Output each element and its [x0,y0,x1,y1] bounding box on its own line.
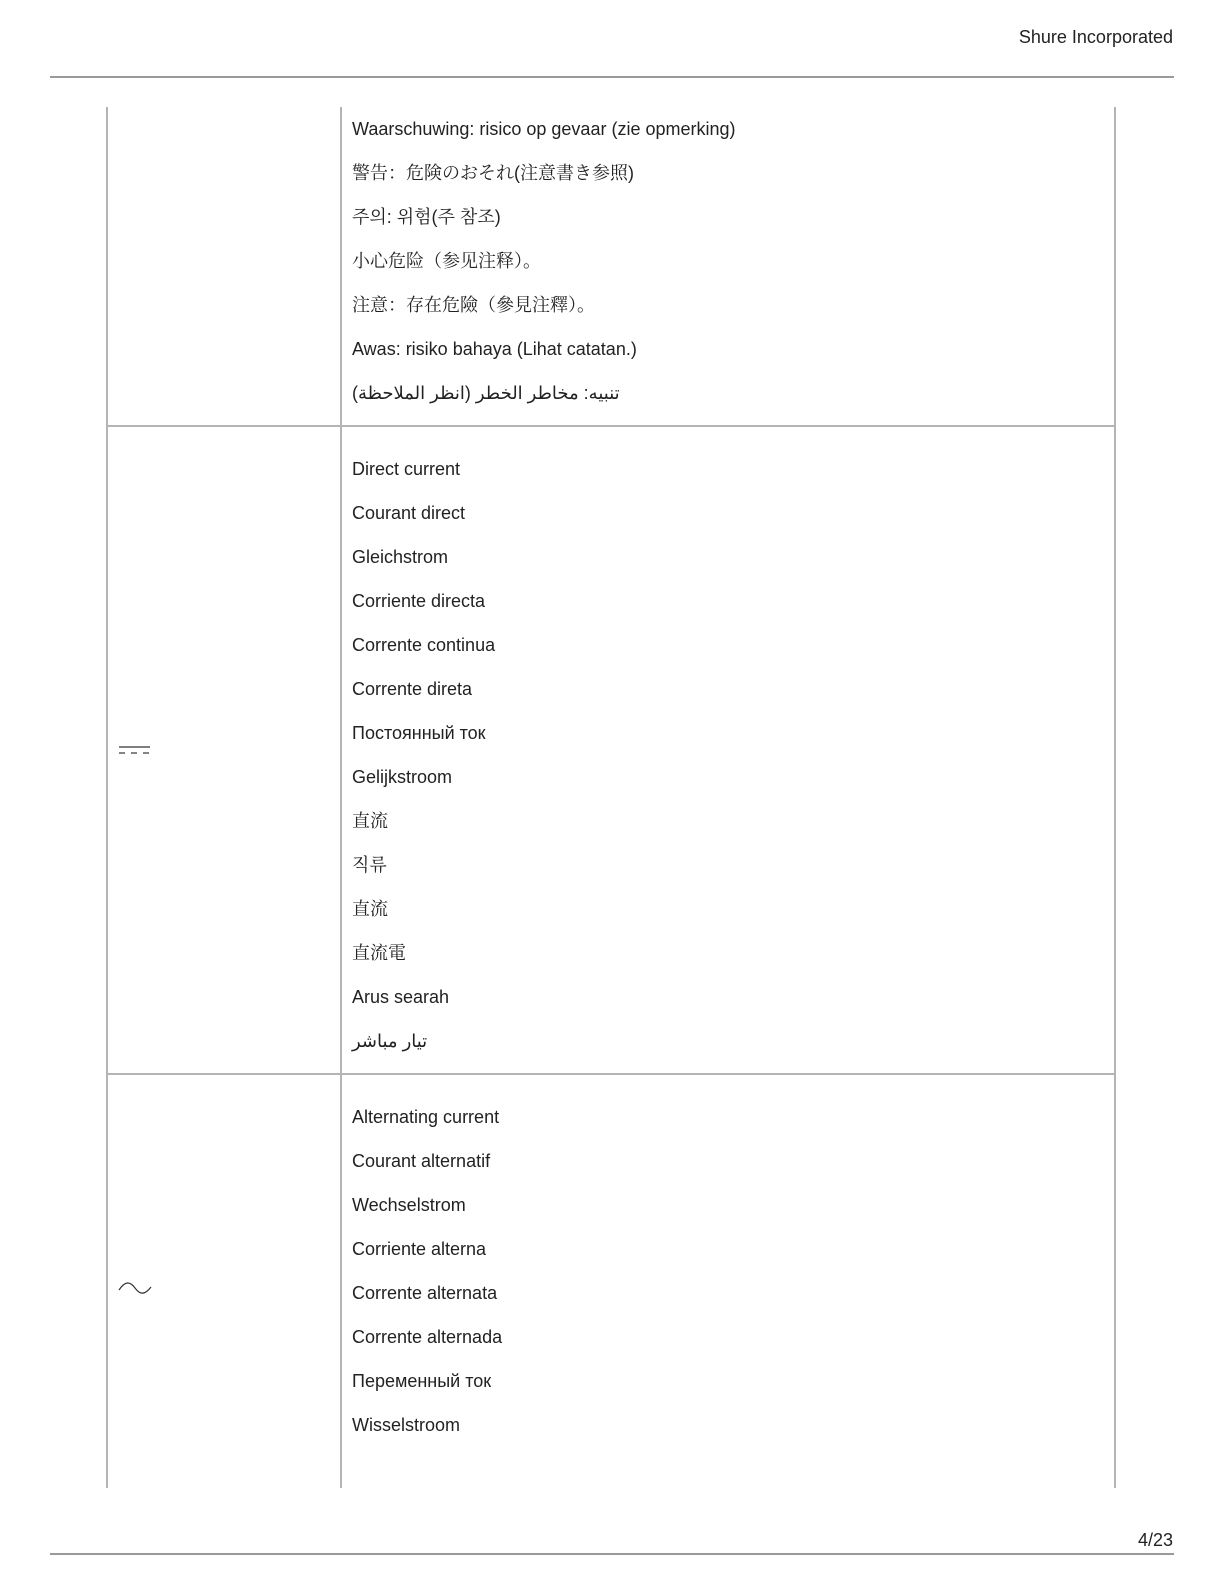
footer-divider [50,1553,1174,1555]
translation-line: 주의: 위험(주 참조) [352,207,501,227]
header-divider [50,76,1174,78]
translation-line: Arus searah [352,987,450,1007]
translation-line [352,371,1104,415]
translation-line: Переменный ток [352,1371,492,1391]
translations-cell [341,107,1115,426]
table-row-warning-continued [107,107,1115,426]
direct-current-symbol-icon [118,744,152,756]
translation-line: Waarschuwing: risico op gevaar (zie opmerking) [352,119,736,139]
translation-line: Corrente continua [352,635,496,655]
translation-line: Gleichstrom [352,547,449,567]
translation-line: Gelijkstroom [352,767,453,787]
header-company-name: Shure Incorporated [1018,27,1173,47]
page-number: 4/23 [1137,1530,1173,1550]
translation-line [352,1019,1104,1063]
symbol-cell [107,426,341,1074]
alternating-current-symbol-icon [118,1281,152,1295]
symbol-cell [107,107,341,426]
translation-line: Direct current [352,459,461,479]
translation-line: Corrente alternata [352,1283,498,1303]
translation-line: Corrente alternada [352,1327,503,1347]
translation-line: 警告：危険のおそれ(注意書き参照) [352,163,634,183]
translation-line: Corriente directa [352,591,486,611]
translation-line-arabic: تنبيه: مخاطر الخطر (انظر الملاحظة) [352,383,620,403]
translation-line: 直流電 [352,943,406,963]
translation-line: 직류 [352,855,387,875]
translation-line: Corriente alterna [352,1239,487,1259]
translation-line: Wisselstroom [352,1415,461,1435]
translation-line: Courant alternatif [352,1151,491,1171]
translations-cell [341,426,1115,1074]
translation-line: Wechselstrom [352,1195,466,1215]
translation-line: 小心危险（参见注释）。 [352,251,541,271]
translation-line: Courant direct [352,503,466,523]
translation-line: Corrente direta [352,679,473,699]
symbol-cell [107,1074,341,1488]
translation-line: 注意：存在危險（參見注釋）。 [352,295,595,315]
translation-line: Awas: risiko bahaya (Lihat catatan.) [352,339,637,359]
translation-line: 直流 [352,899,388,919]
translation-line: Постоянный ток [352,723,486,743]
table-row-alternating-current [107,1074,1115,1488]
translations-cell [341,1074,1115,1488]
symbols-table [106,107,1116,1488]
symbols-table-container [106,107,1116,1488]
table-row-direct-current [107,426,1115,1074]
translation-line: 直流 [352,811,388,831]
translation-line-spacer [352,1447,1104,1488]
translation-line: Alternating current [352,1107,500,1127]
translation-line-arabic: تيار مباشر [352,1031,428,1051]
